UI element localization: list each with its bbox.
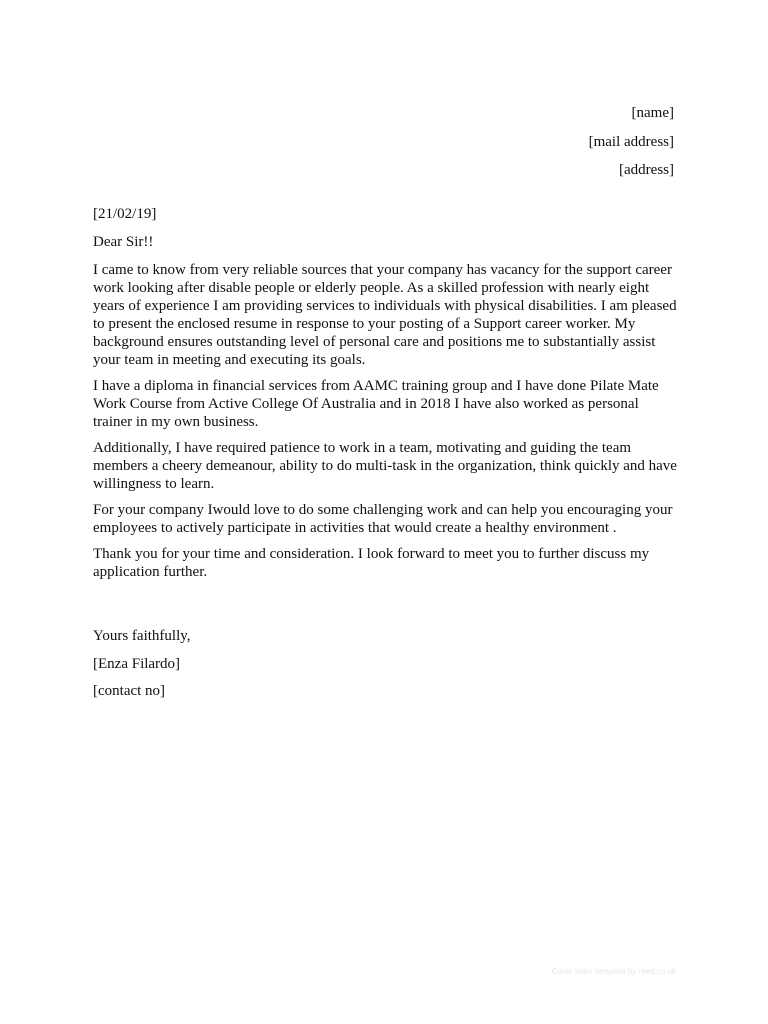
- signature-name: [Enza Filardo]: [93, 655, 181, 672]
- letter-greeting: Dear Sir!!: [93, 234, 154, 250]
- sender-address: [address]: [619, 162, 674, 178]
- paragraph-qualifications: I have a diploma in financial services from AAMC training group and I have done Pilate Mate Work Course from Active College Of Australia and in 2018 I have also worked as personal trainer in my own business.: [93, 378, 659, 430]
- sender-mail-address: [mail address]: [588, 133, 674, 150]
- closing-block: [93, 627, 191, 710]
- paragraph-skills: Additionally, I have required patience to work in a team, motivating and guiding the team members a cheery demeanour, ability to do multi-task in the organization, think quickly and have willingness to learn.: [93, 440, 677, 492]
- paragraph-contribution: For your company Iwould love to do some challenging work and can help you encouraging your employees to actively participate in activities that would create a healthy environment .: [93, 502, 673, 536]
- footer-watermark: Cover letter template by reed.co.uk: [551, 967, 676, 976]
- letter-date: [21/02/19]: [93, 206, 157, 222]
- closing-phrase: Yours faithfully,: [93, 628, 191, 644]
- letter-body: [93, 205, 678, 589]
- contact-number: [contact no]: [93, 683, 166, 699]
- paragraph-thanks: Thank you for your time and consideration. I look forward to meet you to further discuss my application further.: [93, 546, 650, 580]
- paragraph-introduction: I came to know from very reliable sources that your company has vacancy for the support career work looking after disable people or elderly people. As a skilled profession with nearly eight years of experience I am providing services to individuals with physical disabilities. I am pleased to present the enclosed resume in response to your posting of a Support career worker. My background ensures outstanding level of personal care and positions me to substantially assist your team in meeting and executing its goals.: [93, 262, 677, 368]
- sender-block: [589, 103, 674, 189]
- sender-name: [name]: [631, 105, 674, 121]
